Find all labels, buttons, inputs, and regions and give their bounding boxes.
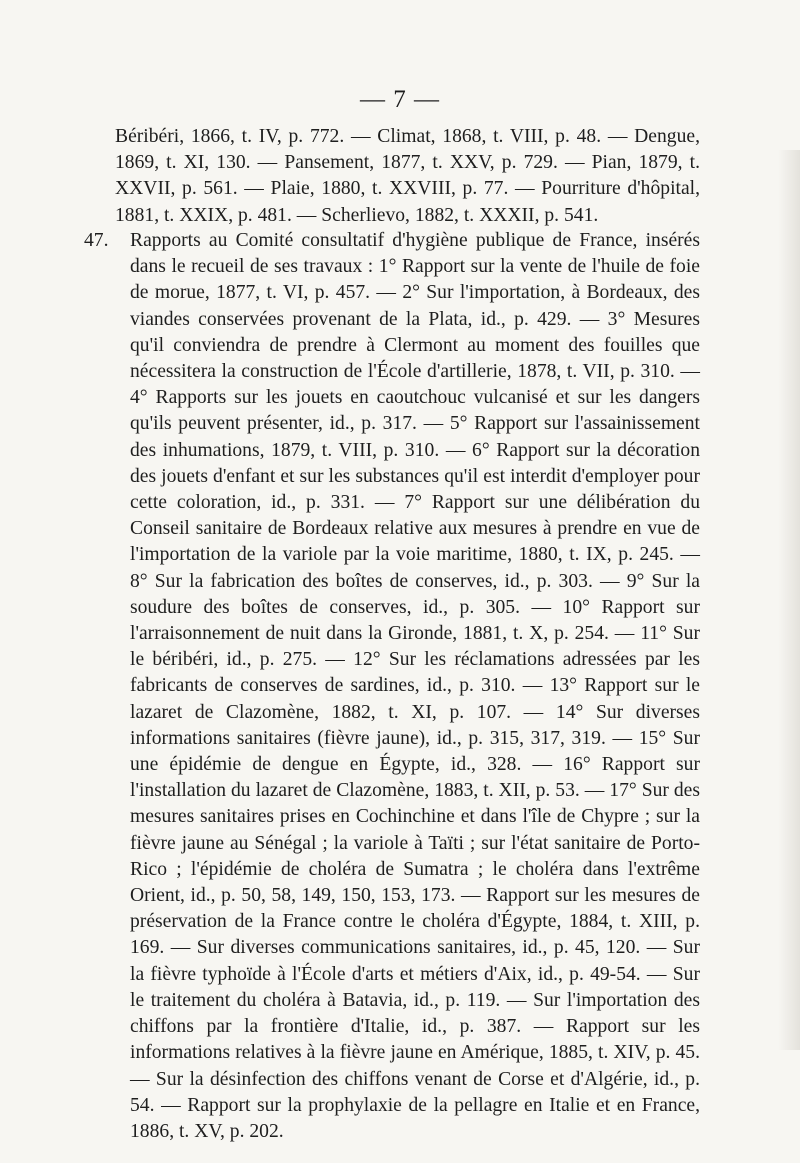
entry-paragraph: Rapports au Comité consultatif d'hygiène publique de France, insérés dans le recueil de ses travaux : 1° Rapport sur la vente de l'huile de foie de morue, 1877, t. VI, p. 457. — 2° Sur l'importation, à Bordeaux, des viandes conservées provenant de la Plata, id., p. 429. — 3° Mesures qu'il conviendra de prendre à Clermont au moment des fouilles que nécessitera la construction de l'École d'artillerie, 1878, t. VII, p. 310. — 4° Rapports sur les jouets en caoutchouc vulcanisé et sur les dangers qu'ils peuvent présenter, id., p. 317. — 5° Rapport sur l'assainissement des inhumations, 1879, t. VIII, p. 310. — 6° Rapport sur la décoration des jouets d'enfant et sur les substances qu'il est interdit d'employer pour cette coloration, id., p. 331. — 7° Rapport sur une délibération du Conseil sanitaire de Bordeaux relative aux mesures à prendre en vue de l'importation de la variole par la voie maritime, 1880, t. IX, p. 245. — 8° Sur la fabrication des boîtes de conserves, id., p. 303. — 9° Sur la soudure des boîtes de conserves, id., p. 305. — 10° Rapport sur l'arraisonnement de nuit dans la Gironde, 1881, t. X, p. 254. — 11° Sur le béribéri, id., p. 275. — 12° Sur les réclamations adressées par les fabricants de conserves de sardines, id., p. 310. — 13° Rapport sur le lazaret de Clazomène, 1882, t. XI, p. 107. — 14° Sur diverses informations sanitaires (fièvre jaune), id., p. 315, 317, 319. — 15° Sur une épidémie de dengue en Égypte, id., 328. — 16° Rapport sur l'installation du lazaret de Clazomène, 1883, t. XII, p. 53. — 17° Sur des mesures sanitaires prises en Cochinchine et dans l'île de Chypre ; sur la fièvre jaune au Sénégal ; la variole à Taïti ; sur l'état sanitaire de Porto-Rico ; l'épidémie de choléra de Sumatra ; le choléra dans l'extrême Orient, id., p. 50, 58, 149, 150, 153, 173. — Rapport sur les mesures de préservation de la France contre le choléra d'Égypte, 1884, t. XIII, p. 169. — Sur diverses communications sanitaires, id., p. 45, 120. — Sur la fièvre typhoïde à l'École d'arts et métiers d'Aix, id., p. 49-54. — Sur le traitement du choléra à Batavia, id., p. 119. — Sur l'importation des chiffons par la frontière d'Italie, id., p. 387. — Rapport sur les informations relatives à la fièvre jaune en Amérique, 1885, t. XIV, p. 45. — Sur la désinfection des chiffons venant de Corse et d'Algérie, id., p. 54. — Rapport sur la prophylaxie de la pellagre en Italie et en France, 1886, t. XV, p. 202. [130, 230, 700, 1142]
show-through-edge [778, 150, 800, 1050]
continuation-paragraph: Béribéri, 1866, t. IV, p. 772. — Climat, 1868, t. VIII, p. 48. — Dengue, 1869, t. XI, 130. — Pansement, 1877, t. XXV, p. 729. — Pian, 1879, t. XXVII, p. 561. — Plaie, 1880, t. XXVIII, p. 77. — Pourriture d'hôpital, 1881, t. XXIX, p. 481. — Scherlievo, 1882, t. XXXII, p. 541. [115, 126, 700, 226]
page-number: — 7 — [360, 86, 440, 113]
entry-number: 47. [84, 230, 109, 251]
